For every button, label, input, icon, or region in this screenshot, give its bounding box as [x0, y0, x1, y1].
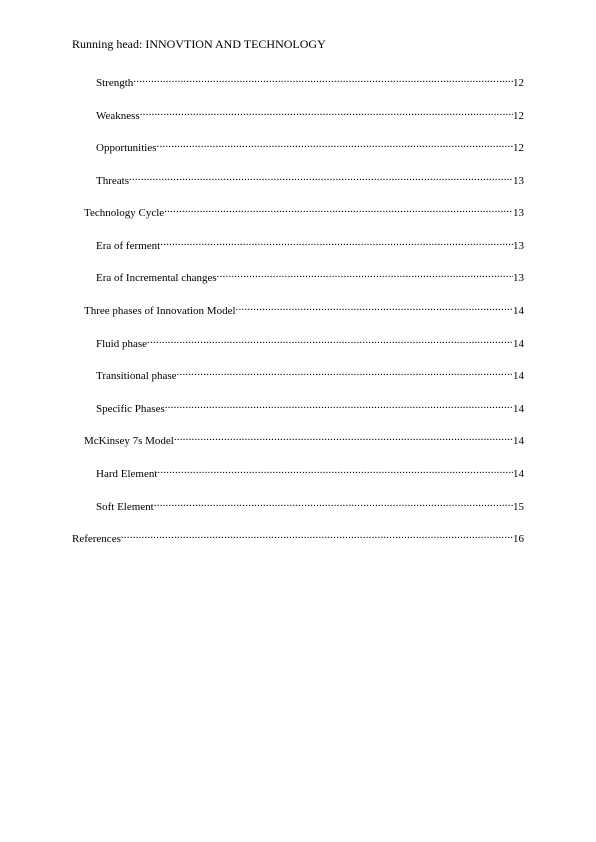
- toc-entry-label: McKinsey 7s Model: [84, 435, 174, 447]
- toc-entry-transitional-phase[interactable]: [96, 365, 524, 382]
- toc-dot-leader: [217, 267, 513, 281]
- toc-page-number: 14: [513, 468, 524, 480]
- toc-entry-label: Transitional phase: [96, 370, 177, 382]
- toc-entry-three-phases-of-innovation-model[interactable]: [84, 300, 524, 317]
- running-head: Running head: INNOVTION AND TECHNOLOGY: [72, 37, 326, 51]
- toc-page-number: 13: [513, 175, 524, 187]
- toc-dot-leader: [160, 235, 513, 249]
- toc-entry-references[interactable]: [72, 528, 524, 545]
- toc-entry-label: Era of ferment: [96, 240, 161, 252]
- toc-entry-weakness[interactable]: [96, 105, 524, 122]
- toc-entry-specific-phases[interactable]: [96, 398, 524, 415]
- toc-entry-mckinsey-7s-model[interactable]: [84, 430, 524, 447]
- toc-dot-leader: [177, 365, 513, 379]
- toc-page-number: 12: [513, 110, 524, 122]
- toc-page-number: 14: [513, 370, 524, 382]
- toc-entry-label: Soft Element: [96, 501, 154, 513]
- toc-page-number: 13: [513, 272, 524, 284]
- toc-page-number: 15: [513, 501, 524, 513]
- toc-entry-label: Threats: [96, 175, 129, 187]
- toc-dot-leader: [157, 137, 514, 151]
- toc-dot-leader: [236, 300, 513, 314]
- toc-entry-fluid-phase[interactable]: [96, 333, 524, 350]
- toc-dot-leader: [121, 528, 513, 542]
- toc-entry-label: Specific Phases: [96, 403, 165, 415]
- toc-entry-threats[interactable]: [96, 170, 524, 187]
- toc-page-number: 14: [513, 338, 524, 350]
- toc-dot-leader: [129, 170, 513, 184]
- toc-dot-leader: [174, 430, 513, 444]
- toc-entry-era-of-incremental-changes[interactable]: [96, 267, 524, 284]
- toc-entry-strength[interactable]: [96, 72, 524, 89]
- toc-page-number: 13: [513, 207, 524, 219]
- toc-dot-leader: [133, 72, 513, 86]
- toc-page-number: 12: [513, 142, 524, 154]
- toc-page-number: 14: [513, 403, 524, 415]
- toc-entry-technology-cycle[interactable]: [84, 202, 524, 219]
- toc-page-number: 13: [513, 240, 524, 252]
- toc-entry-label: Hard Element: [96, 468, 158, 480]
- toc-entry-label: Era of Incremental changes: [96, 272, 217, 284]
- toc-dot-leader: [140, 105, 513, 119]
- toc-entry-hard-element[interactable]: [96, 463, 524, 480]
- toc-entry-label: Weakness: [96, 110, 140, 122]
- toc-page-number: 12: [513, 77, 524, 89]
- toc-page-number: 14: [513, 435, 524, 447]
- toc-entry-label: Opportunities: [96, 142, 157, 154]
- toc-entry-label: Fluid phase: [96, 338, 148, 350]
- toc-entry-label: Strength: [96, 77, 134, 89]
- toc-dot-leader: [165, 398, 513, 412]
- toc-entry-label: Technology Cycle: [84, 207, 165, 219]
- toc-dot-leader: [164, 202, 513, 216]
- toc-dot-leader: [147, 333, 513, 347]
- toc-entry-label: References: [72, 533, 121, 545]
- toc-entry-opportunities[interactable]: [96, 137, 524, 154]
- toc-entry-label: Three phases of Innovation Model: [84, 305, 236, 317]
- toc-entry-soft-element[interactable]: [96, 496, 524, 513]
- toc-page-number: 16: [513, 533, 524, 545]
- toc-entry-era-of-ferment[interactable]: [96, 235, 524, 252]
- toc-dot-leader: [157, 463, 513, 477]
- toc-page-number: 14: [513, 305, 524, 317]
- toc-dot-leader: [154, 496, 513, 510]
